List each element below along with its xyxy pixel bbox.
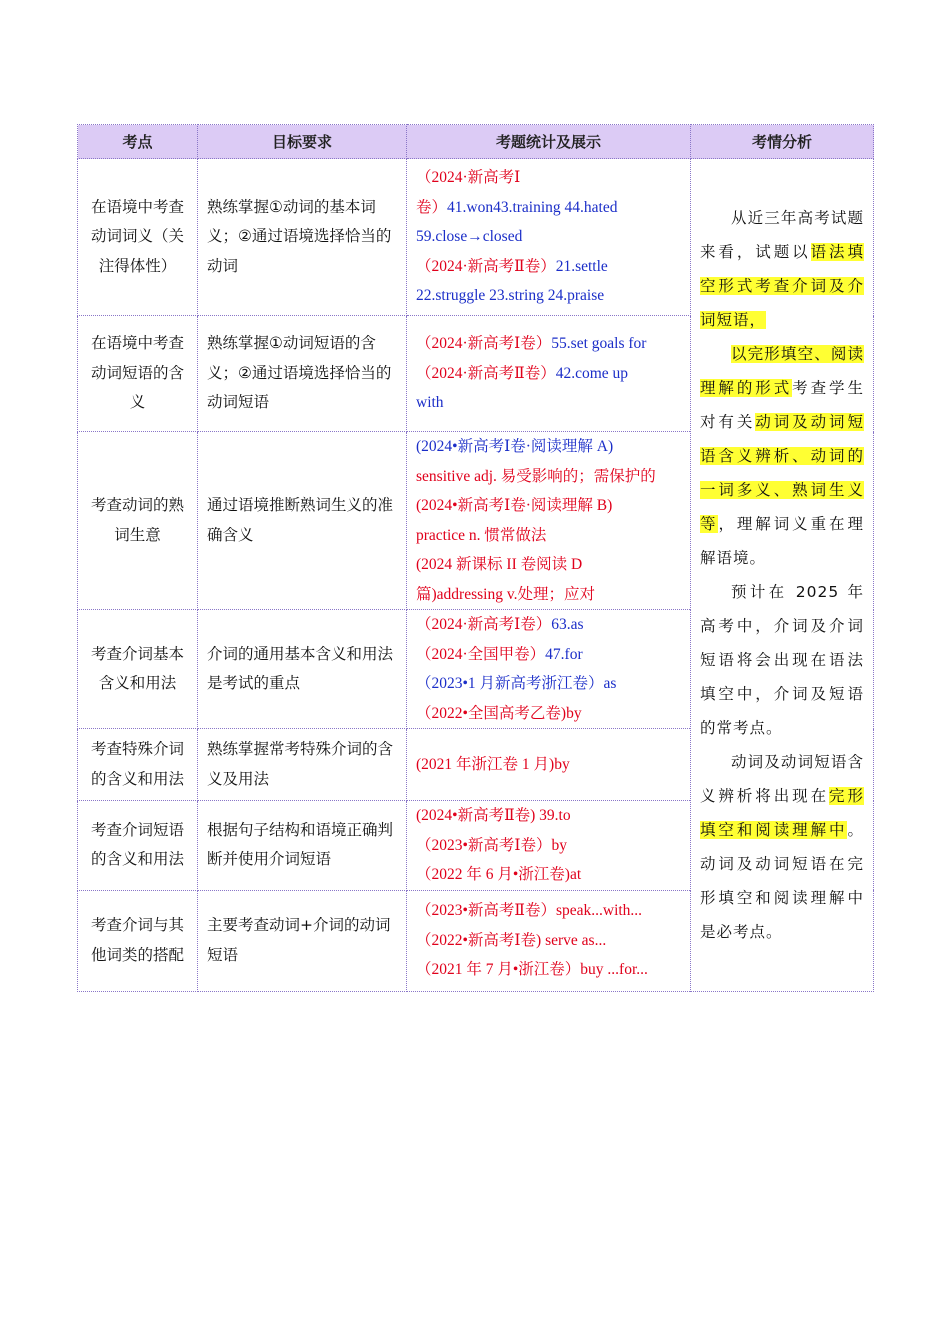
example-segment: 21.settle — [555, 257, 608, 275]
exam-examples — [407, 610, 691, 729]
exam-point: 考查介词短语的含义和用法 — [78, 801, 198, 891]
highlighted-text: 动词及动词短语含义辨析、动词的一词多义、熟词生义等 — [700, 412, 864, 533]
header-stats: 考题统计及展示 — [407, 125, 691, 159]
analysis-text: 动词及动词短语含义辨析将出现在 — [700, 752, 864, 805]
example-line — [416, 359, 681, 389]
analysis-text: 预计在 2025 年高考中，介词及介词短语将会出现在语法填空中，介词及短语的常考点。 — [700, 582, 864, 737]
header-goal: 目标要求 — [198, 125, 407, 159]
example-line — [416, 610, 681, 640]
example-segment: （2024·新高考Ⅱ卷） — [416, 364, 556, 382]
example-line — [416, 896, 681, 926]
example-segment: （2023•新高考Ⅰ卷）by — [416, 836, 568, 854]
example-line — [416, 550, 681, 580]
example-segment: 41.won43.training 44.hated — [447, 198, 618, 216]
example-segment: sensitive adj. 易受影响的；需保护的 — [416, 467, 656, 485]
example-line — [416, 580, 681, 610]
goal-requirement: 主要考查动词+介词的动词短语 — [198, 890, 407, 991]
example-line — [416, 926, 681, 956]
example-segment: 47.for — [545, 645, 583, 663]
example-segment: 篇)addressing v.处理；应对 — [416, 585, 595, 603]
example-segment: (2024 新课标 II 卷阅读 D — [416, 556, 583, 573]
header-analysis: 考情分析 — [691, 125, 874, 159]
exam-analysis-table — [77, 124, 874, 992]
example-line — [416, 222, 681, 252]
example-segment: （2022•全国高考乙卷)by — [416, 704, 582, 722]
goal-requirement: 根据句子结构和语境正确判断并使用介词短语 — [198, 801, 407, 891]
highlighted-text: 以完形填空、阅读理解的形式 — [700, 344, 864, 397]
example-segment: (2024•新高考Ⅱ卷) 39.to — [416, 807, 571, 824]
example-line — [416, 163, 681, 193]
exam-examples — [407, 432, 691, 610]
example-segment: 卷） — [416, 198, 448, 216]
example-line — [416, 252, 681, 282]
exam-point: 在语境中考查动词短语的含义 — [78, 316, 198, 432]
goal-requirement: 熟练掌握①动词的基本词义；②通过语境选择恰当的动词 — [198, 159, 407, 316]
example-line — [416, 669, 681, 699]
example-segment: （2024·新高考Ⅰ卷） — [416, 616, 552, 633]
example-segment: 59.close→closed — [416, 228, 523, 246]
exam-point: 在语境中考查动词词义（关注得体性） — [78, 159, 198, 316]
example-segment: （2022•新高考Ⅰ卷) serve as... — [416, 931, 607, 949]
example-segment: （2024·新高考Ⅱ卷） — [416, 257, 556, 275]
exam-examples — [407, 801, 691, 891]
goal-requirement: 熟练掌握常考特殊介词的含义及用法 — [198, 729, 407, 801]
header-point: 考点 — [78, 125, 198, 159]
exam-analysis — [691, 159, 874, 992]
example-line — [416, 955, 681, 985]
exam-examples — [407, 890, 691, 991]
goal-requirement: 介词的通用基本含义和用法是考试的重点 — [198, 610, 407, 729]
example-segment: (2024•新高考Ⅰ卷·阅读理解 B) — [416, 497, 613, 514]
analysis-text: ，理解词义重在理解语境。 — [700, 514, 864, 567]
example-line — [416, 432, 681, 462]
table-row — [78, 159, 874, 316]
example-line — [416, 831, 681, 861]
example-segment: （2024·新高考Ⅰ卷） — [416, 335, 552, 353]
example-segment: (2024•新高考Ⅰ卷·阅读理解 A) — [416, 438, 614, 455]
example-segment: （2024·新高考Ⅰ — [416, 169, 521, 187]
goal-requirement: 通过语境推断熟词生义的准确含义 — [198, 432, 407, 610]
exam-point: 考查介词基本含义和用法 — [78, 610, 198, 729]
analysis-text: 。动词及动词短语在完形填空和阅读理解中是必考点。 — [700, 820, 864, 941]
example-line — [416, 329, 681, 359]
example-line — [416, 699, 681, 729]
example-segment: 63.as — [551, 616, 584, 633]
example-segment: （2023•1 月新高考浙江卷）as — [416, 675, 617, 692]
analysis-text: 考查学生对有关 — [700, 378, 864, 431]
exam-examples — [407, 729, 691, 801]
exam-point: 考查特殊介词的含义和用法 — [78, 729, 198, 801]
example-line — [416, 491, 681, 521]
analysis-text: 从近三年高考试题来看，试题以 — [700, 208, 864, 261]
example-segment: 55.set goals for — [551, 335, 647, 353]
example-line — [416, 193, 681, 223]
example-segment: with — [416, 394, 444, 412]
exam-point: 考查动词的熟词生意 — [78, 432, 198, 610]
example-line — [416, 801, 681, 831]
example-segment: (2021 年浙江卷 1 月)by — [416, 755, 570, 773]
example-line — [416, 860, 681, 890]
example-segment: （2022 年 6 月•浙江卷)at — [416, 866, 582, 883]
example-segment: practice n. 惯常做法 — [416, 526, 547, 544]
example-line — [416, 640, 681, 670]
exam-examples — [407, 159, 691, 316]
exam-examples — [407, 316, 691, 432]
example-line — [416, 521, 681, 551]
example-segment: （2023•新高考Ⅱ卷）speak...with... — [416, 902, 643, 920]
analysis-paragraph — [700, 745, 864, 949]
analysis-paragraph — [700, 575, 864, 745]
example-segment: （2024·全国甲卷） — [416, 645, 546, 663]
example-segment: 22.struggle 23.string 24.praise — [416, 287, 605, 305]
highlighted-text: 语法填空形式考查介词及介词短语， — [700, 242, 864, 329]
example-line — [416, 388, 681, 418]
example-line — [416, 462, 681, 492]
example-segment: （2021 年 7 月•浙江卷）buy ...for... — [416, 961, 648, 979]
analysis-paragraph — [700, 201, 864, 337]
header-row — [78, 125, 874, 159]
example-line — [416, 281, 681, 311]
example-line — [416, 750, 681, 780]
highlighted-text: 完形填空和阅读理解中 — [700, 786, 864, 839]
goal-requirement: 熟练掌握①动词短语的含义；②通过语境选择恰当的动词短语 — [198, 316, 407, 432]
example-segment: 42.come up — [555, 364, 629, 382]
analysis-paragraph — [700, 337, 864, 575]
exam-point: 考查介词与其他词类的搭配 — [78, 890, 198, 991]
